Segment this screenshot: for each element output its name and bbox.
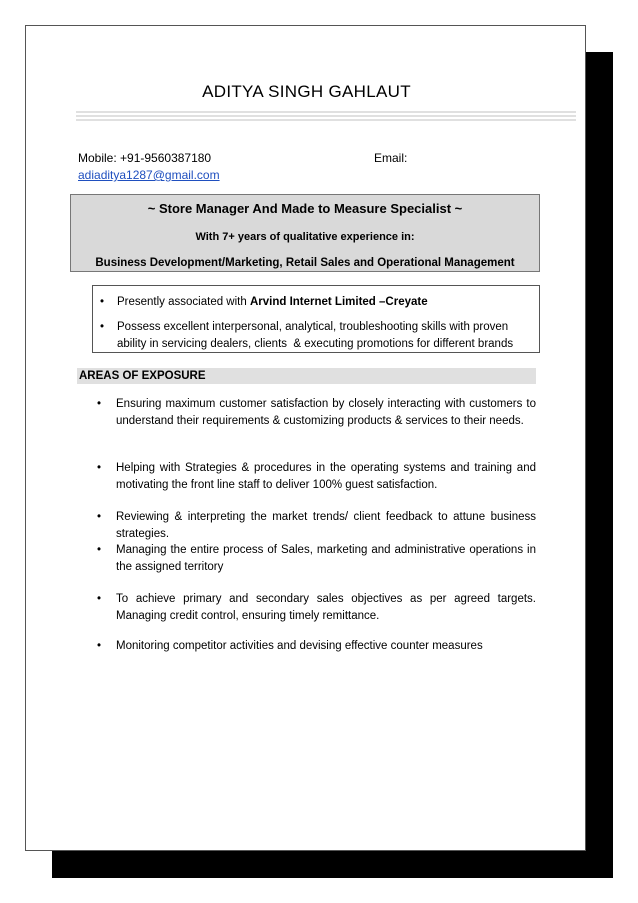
- highlight-line: Possess excellent interpersonal, analytical, troubleshooting skills with proven: [117, 321, 509, 333]
- list-item: • Monitoring competitor activities and devising effective counter measures: [116, 638, 536, 655]
- header-divider: [76, 111, 576, 123]
- list-item: • Managing the entire process of Sales, marketing and administrative operations in the assigned territory: [97, 544, 536, 573]
- list-item: • Helping with Strategies & procedures in the operating systems and training and motivating the front line staff to deliver 100% guest satisfaction.: [97, 462, 536, 491]
- bullet-icon: •: [97, 462, 102, 474]
- highlight-prefix: Presently associated with: [117, 296, 250, 308]
- list-item: • Ensuring maximum customer satisfaction by closely interacting with customers to understand their requirements & customizing products & services to their needs.: [97, 398, 536, 427]
- bullet-icon: •: [100, 321, 105, 333]
- list-item: • Reviewing & interpreting the market trends/ client feedback to attune business strategies.: [97, 511, 536, 540]
- bullet-icon: •: [100, 296, 105, 308]
- highlight-line: ability in servicing dealers, clients & executing promotions for different brands: [117, 338, 514, 350]
- experience-line: With 7+ years of qualitative experience in:: [195, 231, 415, 243]
- bullet-icon: •: [97, 511, 102, 523]
- bullet-icon: •: [97, 640, 102, 652]
- bullet-icon: •: [97, 544, 102, 556]
- list-item: • To achieve primary and secondary sales objectives as per agreed targets. Managing credit control, ensuring timely remittance.: [97, 593, 536, 622]
- company-name: Arvind Internet Limited –Creyate: [249, 296, 428, 308]
- resume-page: [25, 25, 586, 851]
- email-label: Email:: [374, 151, 408, 165]
- summary-box: [70, 194, 540, 272]
- section-heading-exposure: AREAS OF EXPOSURE: [77, 368, 536, 384]
- bullet-icon: •: [97, 398, 102, 410]
- profile-title: ~ Store Manager And Made to Measure Specialist ~: [147, 201, 463, 216]
- highlights-box: [92, 285, 540, 353]
- email-link[interactable]: adiaditya1287@gmail.com: [78, 168, 220, 182]
- candidate-name: ADITYA SINGH GAHLAUT: [202, 82, 411, 101]
- mobile-number: Mobile: +91-9560387180: [78, 151, 212, 165]
- list-item: [100, 294, 533, 311]
- list-item: [100, 319, 533, 353]
- contact-block: [78, 150, 558, 184]
- bullet-icon: •: [97, 593, 102, 605]
- expertise-areas: Business Development/Marketing, Retail Sales and Operational Management: [95, 257, 515, 269]
